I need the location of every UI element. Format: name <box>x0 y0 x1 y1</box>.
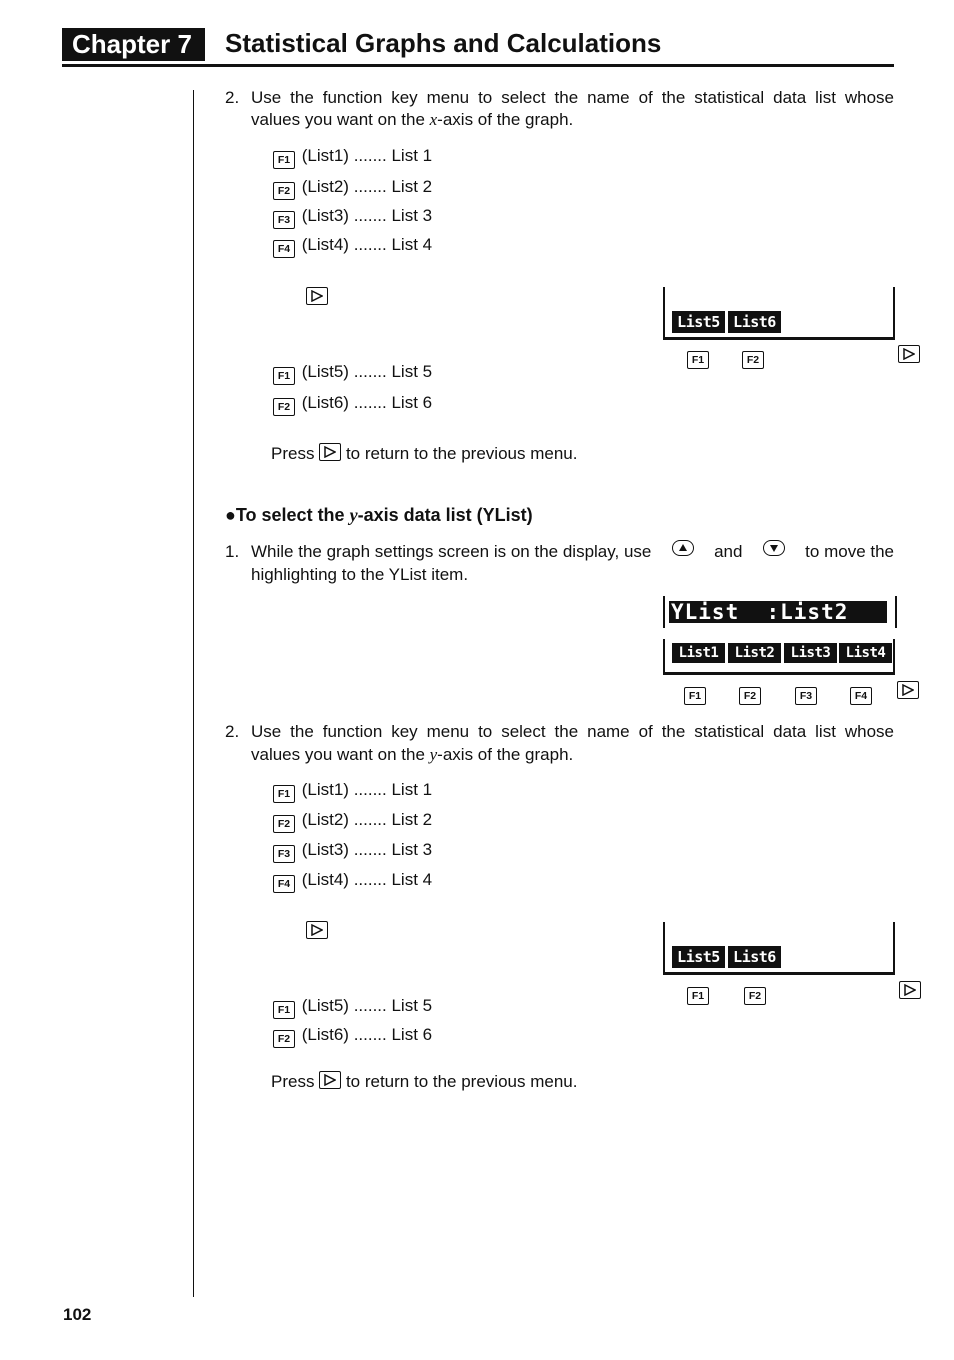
lcd-tab: List5 <box>672 946 725 968</box>
step-number: 1. <box>225 542 240 561</box>
fkey-label: F2 <box>742 344 766 369</box>
play-right-icon <box>897 681 919 699</box>
f1-key-icon: F1 <box>273 1001 295 1019</box>
play-right-icon <box>899 981 921 999</box>
press-note: Press to return to the previous menu. <box>271 1072 578 1091</box>
lcd-tab: List1 <box>672 643 725 663</box>
next-key <box>899 980 921 1003</box>
lcd-menu-y <box>663 639 895 675</box>
press-note: Press to return to the previous menu. <box>271 444 578 463</box>
option-line: F1 (List1) ....... List 1 <box>273 778 432 803</box>
ylist-highlight: YList :List2 <box>669 601 887 623</box>
chapter-badge: Chapter 7 <box>62 28 205 61</box>
fkey-label: F1 <box>684 680 708 705</box>
step-text-line: highlighting to the YList item. <box>251 565 469 584</box>
f3-key-icon: F3 <box>273 211 295 229</box>
lcd-menu-x-more <box>663 287 895 340</box>
chapter-header <box>62 28 894 67</box>
play-right-icon <box>306 921 328 939</box>
lcd-tab: List3 <box>784 643 837 663</box>
f4-key-icon: F4 <box>273 240 295 258</box>
f2-key-icon: F2 <box>273 1030 295 1048</box>
fkey-label: F2 <box>744 980 768 1005</box>
f3-key-icon: F3 <box>273 845 295 863</box>
option-line: F4 (List4) ....... List 4 <box>273 233 432 258</box>
step-text-line: values you want on the x-axis of the graph. <box>251 110 574 129</box>
step-text-line: Use the function key menu to select the name of the statistical data list whose <box>251 722 894 741</box>
f1-key-icon: F1 <box>273 367 295 385</box>
fkey-label: F2 <box>739 680 763 705</box>
margin-rule <box>193 90 194 1297</box>
lcd-tab: List5 <box>672 311 725 333</box>
next-key <box>898 344 920 367</box>
option-line: F2 (List6) ....... List 6 <box>273 1023 432 1048</box>
cursor-down-icon <box>763 540 785 556</box>
fkey-label: F3 <box>795 680 819 705</box>
play-right-icon <box>319 1071 341 1089</box>
f4-key-icon: F4 <box>273 875 295 893</box>
lcd-tab: List2 <box>728 643 781 663</box>
fkey-label: F1 <box>687 980 711 1005</box>
lcd-tab: List6 <box>728 946 781 968</box>
option-line: F2 (List2) ....... List 2 <box>273 808 432 833</box>
cursor-up-icon <box>672 540 694 556</box>
lcd-tab: List6 <box>728 311 781 333</box>
option-line: F1 (List5) ....... List 5 <box>273 994 432 1019</box>
play-right-icon <box>306 287 328 305</box>
step-text-line: Use the function key menu to select the name of the statistical data list whose <box>251 88 894 107</box>
page-number: 102 <box>63 1305 92 1324</box>
f2-key-icon: F2 <box>273 815 295 833</box>
chapter-title: Statistical Graphs and Calculations <box>225 28 662 58</box>
fkey-label: F1 <box>687 344 711 369</box>
step-text-line: values you want on the y-axis of the graph. <box>251 745 574 764</box>
lcd-ylist-row <box>663 596 897 628</box>
option-line: F4 (List4) ....... List 4 <box>273 868 432 893</box>
option-line: F3 (List3) ....... List 3 <box>273 838 432 863</box>
fkey-label: F4 <box>850 680 874 705</box>
play-right-icon <box>898 345 920 363</box>
option-line: F2 (List6) ....... List 6 <box>273 391 432 416</box>
option-line: F1 (List1) ....... List 1 <box>273 144 432 169</box>
section-heading: ●To select the y-axis data list (YList) <box>225 505 533 525</box>
f2-key-icon: F2 <box>273 182 295 200</box>
next-key <box>897 680 919 703</box>
step-number: 2. <box>225 722 240 741</box>
f2-key-icon: F2 <box>273 398 295 416</box>
lcd-menu-y-more <box>663 922 895 975</box>
step-number: 2. <box>225 88 240 107</box>
lcd-tab: List4 <box>839 643 892 663</box>
next-key <box>306 286 328 309</box>
f1-key-icon: F1 <box>273 785 295 803</box>
option-line: F1 (List5) ....... List 5 <box>273 360 432 385</box>
step-text-line: While the graph settings screen is on the display, use and to move the <box>251 542 894 561</box>
play-right-icon <box>319 443 341 461</box>
f1-key-icon: F1 <box>273 151 295 169</box>
next-key <box>306 920 328 943</box>
option-line: F3 (List3) ....... List 3 <box>273 204 432 229</box>
option-line: F2 (List2) ....... List 2 <box>273 175 432 200</box>
